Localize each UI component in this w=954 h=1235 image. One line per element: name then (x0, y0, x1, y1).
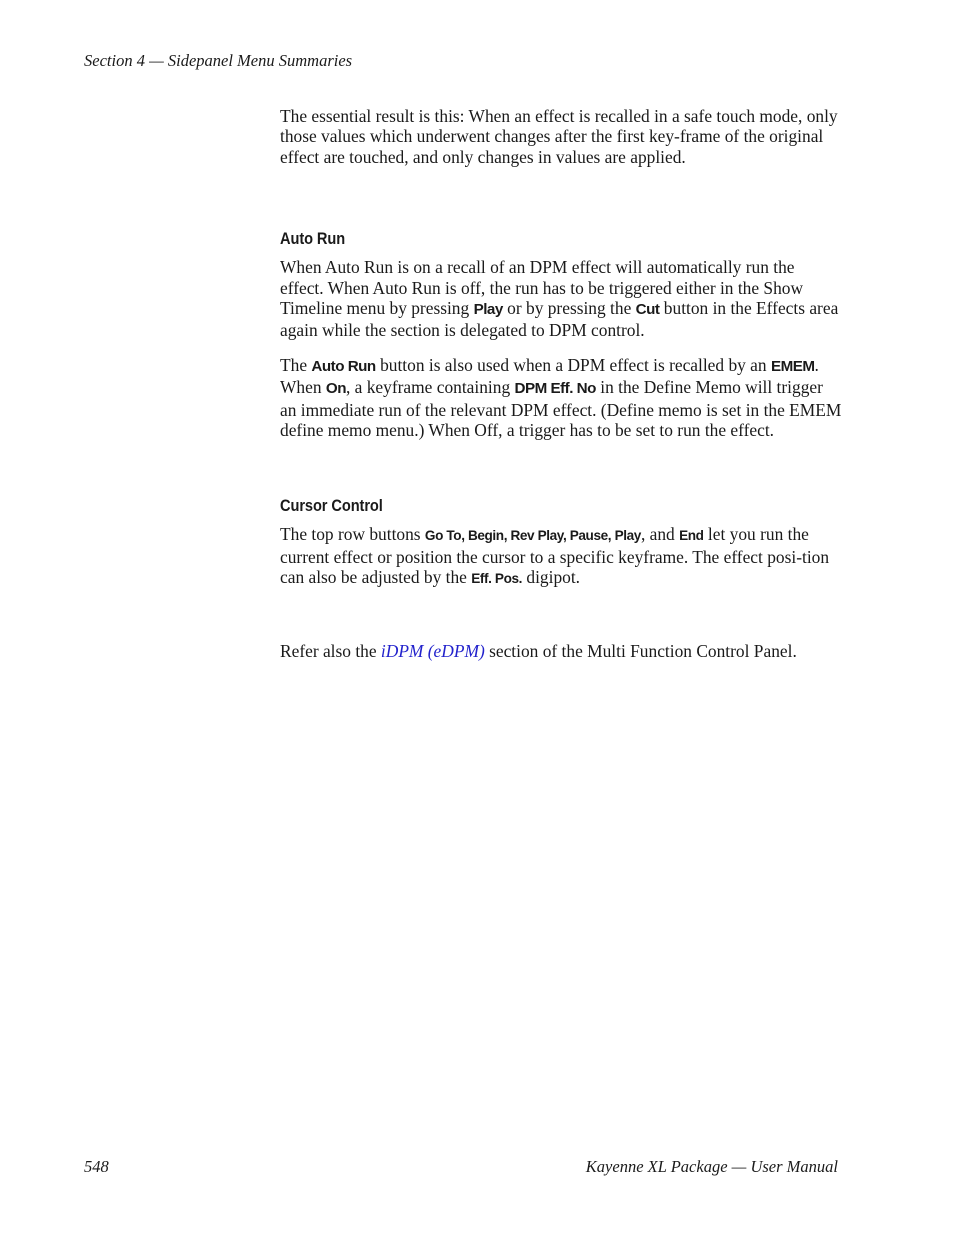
intro-paragraph: The essential result is this: When an effect is recalled in a safe touch mode, only those values which underwent changes after the first key-frame of the original effect are touched, and only changes in values are applied. (280, 106, 838, 167)
dpm-eff-no-label: DPM Eff. No (514, 380, 596, 398)
end-button-label: End (679, 528, 704, 544)
go-to-button-label: Go To (424, 528, 462, 544)
auto-run-paragraph-2: The Auto Run button is also used when a DPM effect is recalled by an EMEM. When On, a keyframe containing DPM Eff. No in the Define Memo will trigger an immediate run of the relevant DPM effect. (Define memo is set in the EMEM define memo menu.) When Off, a trigger has to be set to run the effect. (280, 354, 842, 441)
page-content (280, 106, 842, 661)
begin-button-label: Begin (467, 528, 504, 544)
footer-title: Kayenne XL Package — User Manual (585, 1157, 838, 1176)
pause-button-label: Pause (569, 528, 608, 544)
auto-run-paragraph-1: When Auto Run is on a recall of an DPM effect will automatically run the effect. When Auto Run is off, the run has to be triggered either in the Show Timeline menu by pressing Play or by pressing the Cut button in the Effects area again while the section is delegated to DPM control. (280, 257, 839, 341)
cut-button-label: Cut (635, 301, 660, 319)
rev-play-button-label: Rev Play (510, 528, 563, 544)
refer-paragraph: Refer also the iDPM (eDPM) section of the Multi Function Control Panel. (280, 640, 797, 661)
play-button-label-2: Play (614, 528, 641, 544)
page-number: 548 (84, 1157, 109, 1176)
on-button-label: On (325, 380, 346, 398)
auto-run-heading: Auto Run (280, 229, 346, 249)
eff-pos-label: Eff. Pos. (471, 571, 523, 587)
auto-run-button-label: Auto Run (311, 357, 376, 375)
running-head: Section 4 — Sidepanel Menu Summaries (84, 51, 353, 70)
emem-button-label: EMEM (770, 357, 815, 375)
play-button-label: Play (473, 301, 503, 319)
cursor-control-paragraph: The top row buttons Go To, Begin, Rev Play, Pause, Play, and End let you run the current effect or position the cursor to a specific keyframe. The effect posi-tion can also be adjusted by the Eff. Pos. digipot. (280, 524, 830, 588)
cursor-control-heading: Cursor Control (280, 496, 383, 516)
idpm-edpm-link[interactable]: iDPM (eDPM) (380, 640, 485, 661)
